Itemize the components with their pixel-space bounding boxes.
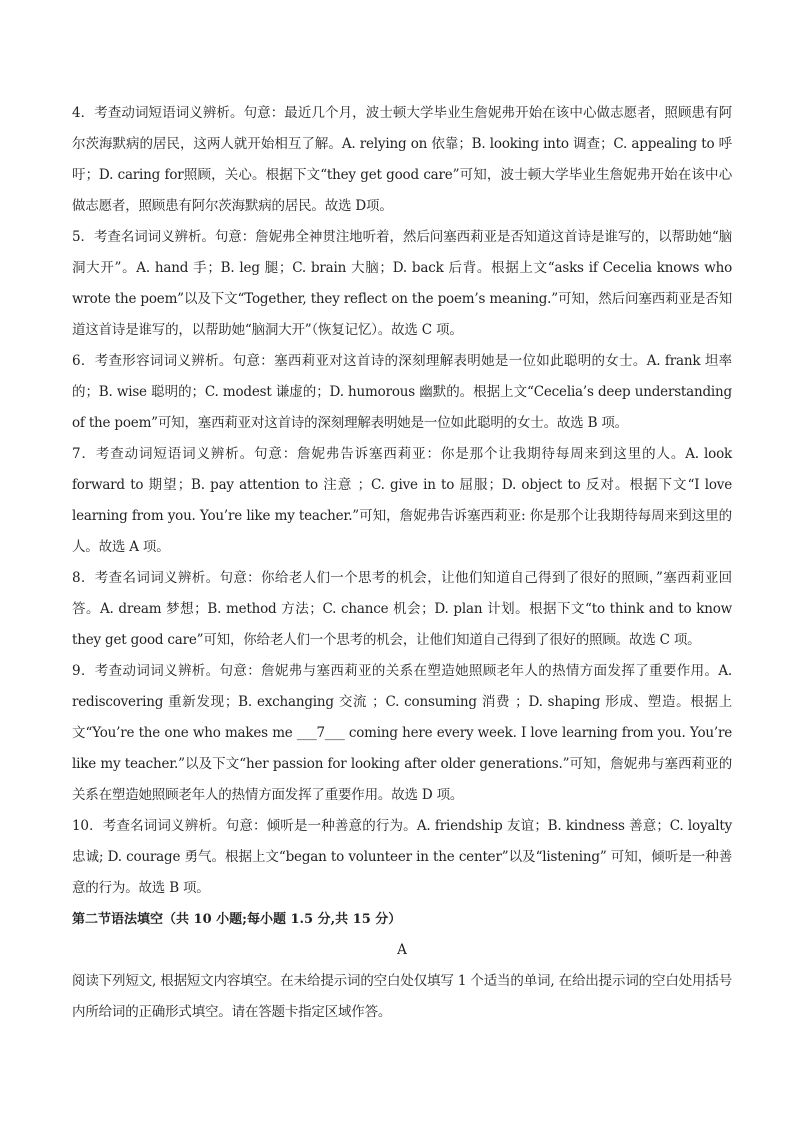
explanation-item-8: 8．考查名词词义辨析。句意：你给老人们一个思考的机会，让他们知道自己得到了很好的照顾，”塞西莉亚回答。A. dream 梦想；B. method 方法；C. chance 机会；D. plan 计划。根据下文“to think and to know they get good care”可知，你给老人们一个思考的机会，让他们知道自己得到了很好的照顾。故选 C 项。 [72,570,732,648]
explanation-item-9: 9．考查动词词义辨析。句意：詹妮弗与塞西莉亚的关系在塑造她照顾老年人的热情方面发挥了重要作用。A. rediscovering 重新发现；B. exchanging 交流 ；C. consuming 消费 ；D. shaping 形成、塑造。根据上文“You’re the one who makes me ___7___ coming here every week. I love learning from you. You’re like my teacher.”以及下文“her passion for looking after older generations.”可知，詹妮弗与塞西莉亚的关系在塑造她照顾老年人的热情方面发挥了重要作用。故选 D 项。 [72,663,732,803]
answer-explanations [72,98,732,1028]
section-title: 第二节语法填空（共 10 小题;每小题 1.5 分,共 15 分） [72,912,402,927]
explanation-item-5: 5．考查名词词义辨析。句意：詹妮弗全神贯注地听着，然后问塞西莉亚是否知道这首诗是谁写的，以帮助她“脑洞大开”。A. hand 手；B. leg 腿；C. brain 大脑；D. back 后背。根据上文“asks if Cecelia knows who wrote the poem”以及下文“Together, they reflect on the poem’s meaning.”可知，然后问塞西莉亚是否知道这首诗是谁写的，以帮助她“脑洞大开”（恢复记忆）。故选 C 项。 [72,229,732,338]
explanation-item-10: 10．考查名词词义辨析。句意：倾听是一种善意的行为。A. friendship 友谊；B. kindness 善意；C. loyalty 忠诚; D. courage 勇气。根据上文“began to volunteer in the center”以及“listening” 可知，倾听是一种善意的行为。故选 B 项。 [72,818,732,896]
explanation-item-7: 7．考查动词短语词义辨析。句意：詹妮弗告诉塞西莉亚：你是那个让我期待每周来到这里的人。A. look forward to 期望；B. pay attention to 注意 ；C. give in to 屈服；D. object to 反对。根据下文“I love learning from you. You’re like my teacher.”可知，詹妮弗告诉塞西莉亚: 你是那个让我期待每周来到这里的人。故选 A 项。 [72,446,732,555]
passage-label: A [397,942,407,958]
instruction-text: 阅读下列短文, 根据短文内容填空。在未给提示词的空白处仅填写 1 个适当的单词, 在给出提示词的空白处用括号内所给词的正确形式填空。请在答题卡指定区域作答。 [72,973,732,1020]
explanation-item-6: 6．考查形容词词义辨析。句意：塞西莉亚对这首诗的深刻理解表明她是一位如此聪明的女士。A. frank 坦率的；B. wise 聪明的；C. modest 谦虚的；D. humorous 幽默的。根据上文“Cecelia’s deep understanding of the poem”可知，塞西莉亚对这首诗的深刻理解表明她是一位如此聪明的女士。故选 B 项。 [72,353,732,431]
explanation-item-4: 4．考查动词短语词义辨析。句意：最近几个月，波士顿大学毕业生詹妮弗开始在该中心做志愿者，照顾患有阿尔茨海默病的居民，这两人就开始相互了解。A. relying on 依靠；B. looking into 调查；C. appealing to 呼吁；D. caring for照顾，关心。根据下文“they get good care”可知，波士顿大学毕业生詹妮弗开始在该中心做志愿者，照顾患有阿尔茨海默病的居民。故选 D项。 [72,105,732,214]
